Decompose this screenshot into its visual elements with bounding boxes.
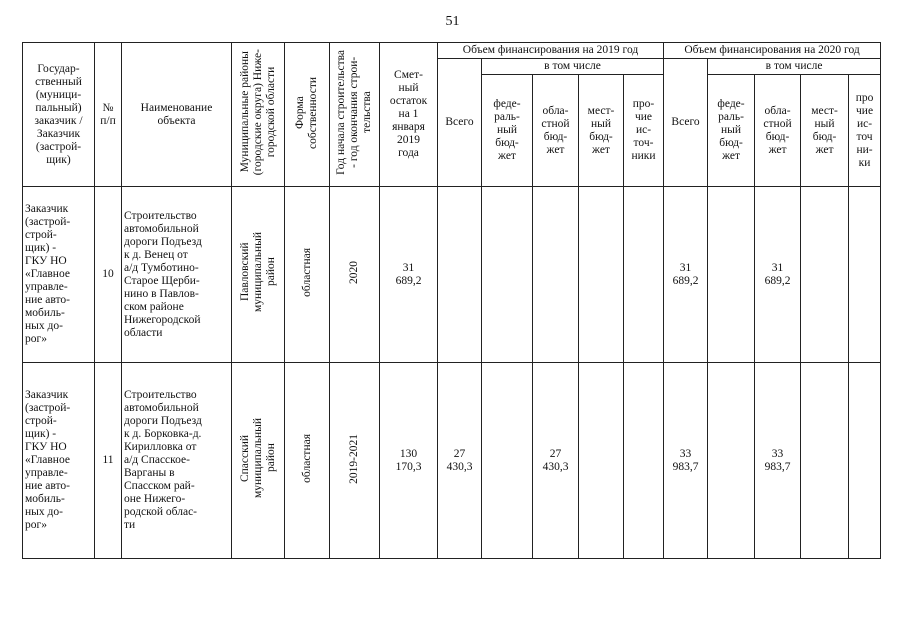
header-fin-2019: Объем финансирования на 2019 год	[438, 43, 664, 59]
row-district	[232, 187, 285, 363]
header-2019-regional: обла- стной бюд- жет	[533, 75, 579, 187]
header-2019-federal: феде- раль- ный бюд- жет	[482, 75, 533, 187]
header-2020-other: про чие ис- точ ни- ки	[849, 75, 881, 187]
header-customer: Государ- ственный (муници- пальный) заказчик / Заказчик (застрой- щик)	[23, 43, 95, 187]
header-2020-including: в том числе	[708, 59, 881, 75]
header-fin-2020: Объем финансирования на 2020 год	[664, 43, 881, 59]
row-years	[330, 363, 380, 559]
row-2019-other	[624, 363, 664, 559]
header-estimate: Смет- ный остаток на 1 января 2019 года	[380, 43, 438, 187]
row-district-text: Спасский муниципальный район	[238, 418, 277, 499]
header-2020-regional: обла- стной бюд- жет	[755, 75, 801, 187]
row-2020-regional: 31 689,2	[755, 187, 801, 363]
row-num: 10	[95, 187, 122, 363]
row-2019-regional: 27 430,3	[533, 363, 579, 559]
row-district-text: Павловский муниципальный район	[238, 232, 277, 313]
row-2019-regional	[533, 187, 579, 363]
financing-table	[22, 42, 881, 559]
row-2020-total: 31 689,2	[664, 187, 708, 363]
header-2020-local: мест- ный бюд- жет	[801, 75, 849, 187]
header-2019-including: в том числе	[482, 59, 664, 75]
row-estimate: 31 689,2	[380, 187, 438, 363]
row-district	[232, 363, 285, 559]
table-row	[23, 363, 881, 559]
row-2019-local	[579, 363, 624, 559]
header-2020-federal: феде- раль- ный бюд- жет	[708, 75, 755, 187]
row-2020-total: 33 983,7	[664, 363, 708, 559]
header-ownership-text: Форма собственности	[294, 76, 319, 149]
row-ownership	[285, 187, 330, 363]
row-2020-federal	[708, 363, 755, 559]
row-ownership-text: областная	[300, 434, 313, 483]
row-2020-regional: 33 983,7	[755, 363, 801, 559]
table-row	[23, 187, 881, 363]
row-2020-other	[849, 363, 881, 559]
row-ownership-text: областная	[300, 248, 313, 297]
page-number: 51	[445, 14, 460, 29]
row-2019-federal	[482, 363, 533, 559]
header-ownership	[285, 43, 330, 187]
row-estimate: 130 170,3	[380, 363, 438, 559]
row-customer: Заказчик (застрой- строй- щик) - ГКУ НО «Главное управле- ние авто- мобиль- ных до- рог»	[23, 363, 95, 559]
header-object-name: Наименование объекта	[122, 43, 232, 187]
row-2020-federal	[708, 187, 755, 363]
header-2019-local: мест- ный бюд- жет	[579, 75, 624, 187]
header-2020-total: Всего	[664, 59, 708, 187]
row-2019-total	[438, 187, 482, 363]
row-2019-federal	[482, 187, 533, 363]
header-years-text: Год начала строительства - год окончания строи- тельства	[335, 50, 373, 175]
row-years-text: 2019-2021	[348, 433, 360, 484]
table-header	[23, 43, 881, 187]
row-num: 11	[95, 363, 122, 559]
header-years	[330, 43, 380, 187]
row-2019-local	[579, 187, 624, 363]
header-district	[232, 43, 285, 187]
row-2020-local	[801, 363, 849, 559]
header-num: № п/п	[95, 43, 122, 187]
row-2019-total: 27 430,3	[438, 363, 482, 559]
row-2020-other	[849, 187, 881, 363]
row-years-text: 2020	[348, 261, 360, 284]
header-district-text: Муниципальные районы (городские округа) Ниже- городской области	[238, 49, 277, 176]
row-years	[330, 187, 380, 363]
header-2019-other: про- чие ис- точ- ники	[624, 75, 664, 187]
row-object-name: Строительство автомобильной дороги Подъезд к д. Венец от а/д Тумботино- Старое Щерби- нино в Павлов- ском районе Нижегородской области	[122, 187, 232, 363]
row-2019-other	[624, 187, 664, 363]
row-customer: Заказчик (застрой- строй- щик) - ГКУ НО «Главное управле- ние авто- мобиль- ных до- рог»	[23, 187, 95, 363]
row-2020-local	[801, 187, 849, 363]
row-object-name: Строительство автомобильной дороги Подъезд к д. Борковка-д. Кирилловка от а/д Спасское- Варганы в Спасском рай- оне Нижего- родской облас- ти	[122, 363, 232, 559]
row-ownership	[285, 363, 330, 559]
header-2019-total: Всего	[438, 59, 482, 187]
